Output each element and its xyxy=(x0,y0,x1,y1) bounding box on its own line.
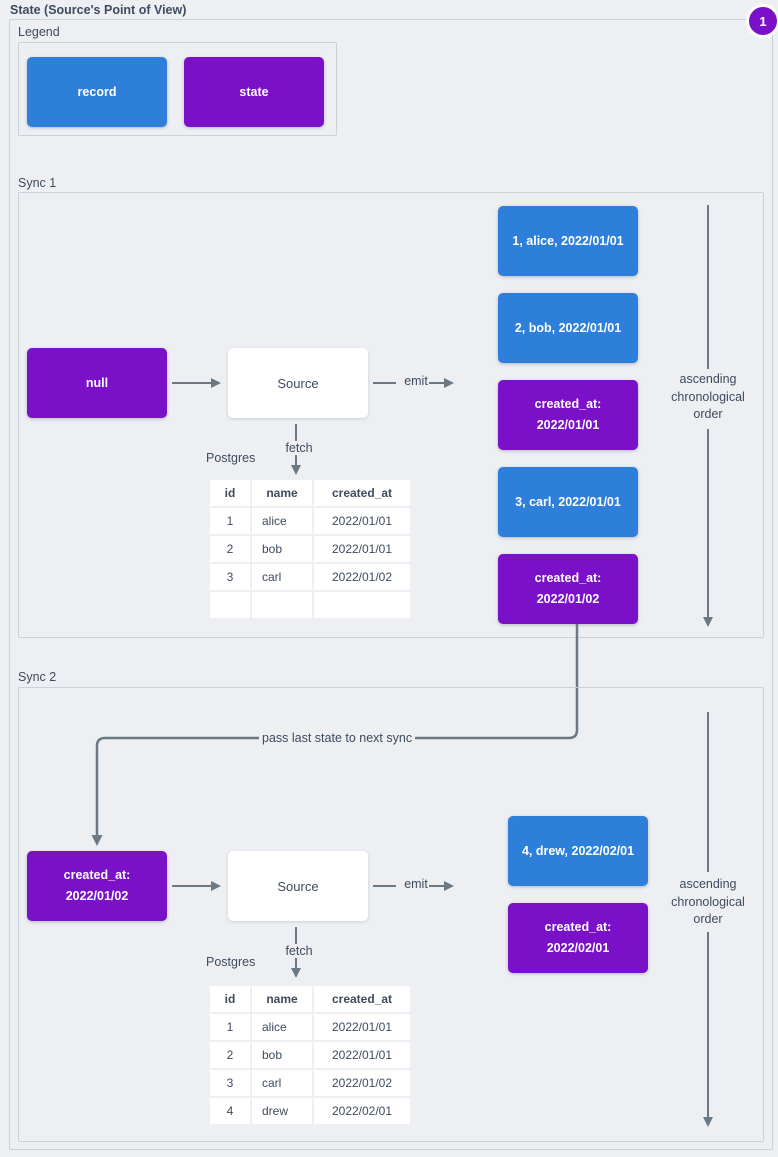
table-header-cell: name xyxy=(252,480,312,506)
table-cell: bob xyxy=(252,536,312,562)
table-row xyxy=(210,536,410,562)
sync1-emit-arrow-line xyxy=(429,382,445,385)
sync2-db-label: Postgres xyxy=(206,955,256,969)
table-cell: 2022/01/01 xyxy=(314,1014,410,1040)
sync1-order-arrow-line-bottom xyxy=(707,429,710,618)
table-row xyxy=(210,564,410,590)
sync1-order-arrow-line-top xyxy=(707,205,710,369)
sync2-emit-arrow-head xyxy=(444,881,454,891)
legend-title: Legend xyxy=(18,25,60,39)
sync2-state-to-source-arrow-head xyxy=(211,881,221,891)
record-text: 2, bob, 2022/01/01 xyxy=(514,320,622,335)
state-text-line2: 2022/01/02 xyxy=(65,889,129,903)
sync1-state-to-source-arrow-line xyxy=(172,382,212,385)
table-cell: 2022/01/01 xyxy=(314,536,410,562)
sync2-emit-arrow-line xyxy=(429,885,445,888)
sync2-fetch-arrow-head xyxy=(291,968,301,978)
table-cell: carl xyxy=(252,564,312,590)
sync2-fetch-label: fetch xyxy=(273,944,325,959)
table-row xyxy=(210,1014,410,1040)
table-header-row xyxy=(210,986,410,1012)
sync1-emit-arrow-head xyxy=(444,378,454,388)
state-text-line2: 2022/01/02 xyxy=(536,592,600,606)
table-header-cell: created_at xyxy=(314,480,410,506)
table-row xyxy=(210,1098,410,1124)
record-text: 3, carl, 2022/01/01 xyxy=(515,494,621,509)
record-text: 1, alice, 2022/01/01 xyxy=(512,233,624,248)
state-text-line1: created_at: xyxy=(534,571,602,585)
state-text-line1: created_at: xyxy=(63,868,131,882)
table-cell: alice xyxy=(252,1014,312,1040)
legend-record-swatch xyxy=(27,57,167,127)
state-box xyxy=(498,380,638,450)
sync1-fetch-label: fetch xyxy=(273,441,325,456)
pass-state-connector-label: pass last state to next sync xyxy=(259,731,415,746)
table-cell: 1 xyxy=(210,1014,250,1040)
table-header-cell: name xyxy=(252,986,312,1012)
table-cell xyxy=(252,592,312,618)
sync2-title: Sync 2 xyxy=(18,670,57,684)
record-box xyxy=(498,293,638,363)
state-box xyxy=(508,903,648,973)
record-box xyxy=(498,206,638,276)
record-box xyxy=(508,816,648,886)
table-cell xyxy=(210,592,250,618)
record-box xyxy=(498,467,638,537)
record-text: 4, drew, 2022/02/01 xyxy=(521,843,635,858)
sync1-input-state-box xyxy=(27,348,167,418)
table-cell: carl xyxy=(252,1070,312,1096)
table-cell: 2022/01/02 xyxy=(314,1070,410,1096)
step-badge: 1 xyxy=(746,4,778,38)
table-cell: alice xyxy=(252,508,312,534)
sync2-state-to-source-arrow-line xyxy=(172,885,212,888)
table-row xyxy=(210,1042,410,1068)
sync1-fetch-arrow-head xyxy=(291,465,301,475)
sync1-source-label: Source xyxy=(277,375,319,391)
sync2-emit-label: emit xyxy=(396,877,436,892)
table-cell: 2 xyxy=(210,1042,250,1068)
table-cell: 2022/01/01 xyxy=(314,1042,410,1068)
sync1-db-label: Postgres xyxy=(206,451,256,465)
table-cell: 4 xyxy=(210,1098,250,1124)
table-cell: 3 xyxy=(210,1070,250,1096)
table-cell: drew xyxy=(252,1098,312,1124)
order-label-line: ascending xyxy=(679,877,737,891)
sync1-emit-line xyxy=(373,382,398,385)
state-text-line1: created_at: xyxy=(534,397,602,411)
sync1-postgres-table xyxy=(208,478,412,620)
table-row xyxy=(210,592,410,618)
sync1-order-arrow-head xyxy=(703,617,713,627)
state-box xyxy=(498,554,638,624)
table-cell: 2022/01/02 xyxy=(314,564,410,590)
table-header-cell: id xyxy=(210,986,250,1012)
table-cell: 3 xyxy=(210,564,250,590)
sync1-input-state-label: null xyxy=(85,375,109,390)
legend-record-label: record xyxy=(77,84,117,99)
table-cell xyxy=(314,592,410,618)
table-row xyxy=(210,508,410,534)
table-header-row xyxy=(210,480,410,506)
state-text-line2: 2022/01/01 xyxy=(536,418,600,432)
order-label-line: order xyxy=(693,912,723,926)
table-header-cell: created_at xyxy=(314,986,410,1012)
sync2-order-arrow-line-top xyxy=(707,712,710,872)
table-cell: bob xyxy=(252,1042,312,1068)
sync2-order-arrow-line-bottom xyxy=(707,932,710,1117)
order-label-line: chronological xyxy=(671,389,745,404)
sync1-order-label xyxy=(658,371,758,424)
table-cell: 1 xyxy=(210,508,250,534)
sync2-order-label xyxy=(658,876,758,929)
sync2-source-box xyxy=(228,851,368,921)
sync2-order-arrow-head xyxy=(703,1117,713,1127)
legend-state-label: state xyxy=(239,84,269,99)
sync1-state-to-source-arrow-head xyxy=(211,378,221,388)
table-cell: 2022/01/01 xyxy=(314,508,410,534)
sync2-input-state-box xyxy=(27,851,167,921)
legend-state-swatch xyxy=(184,57,324,127)
sync2-emit-line xyxy=(373,885,398,888)
sync1-source-box xyxy=(228,348,368,418)
order-label-line: chronological xyxy=(671,894,745,909)
page-title: State (Source's Point of View) xyxy=(10,3,187,17)
order-label-line: ascending xyxy=(679,372,737,386)
table-cell: 2022/02/01 xyxy=(314,1098,410,1124)
sync2-postgres-table xyxy=(208,984,412,1126)
table-header-cell: id xyxy=(210,480,250,506)
sync1-title: Sync 1 xyxy=(18,176,57,190)
sync2-source-label: Source xyxy=(277,878,319,894)
order-label-line: order xyxy=(693,407,723,421)
sync1-emit-label: emit xyxy=(396,374,436,389)
table-cell: 2 xyxy=(210,536,250,562)
state-text-line1: created_at: xyxy=(544,920,612,934)
table-row xyxy=(210,1070,410,1096)
state-text-line2: 2022/02/01 xyxy=(546,941,610,955)
